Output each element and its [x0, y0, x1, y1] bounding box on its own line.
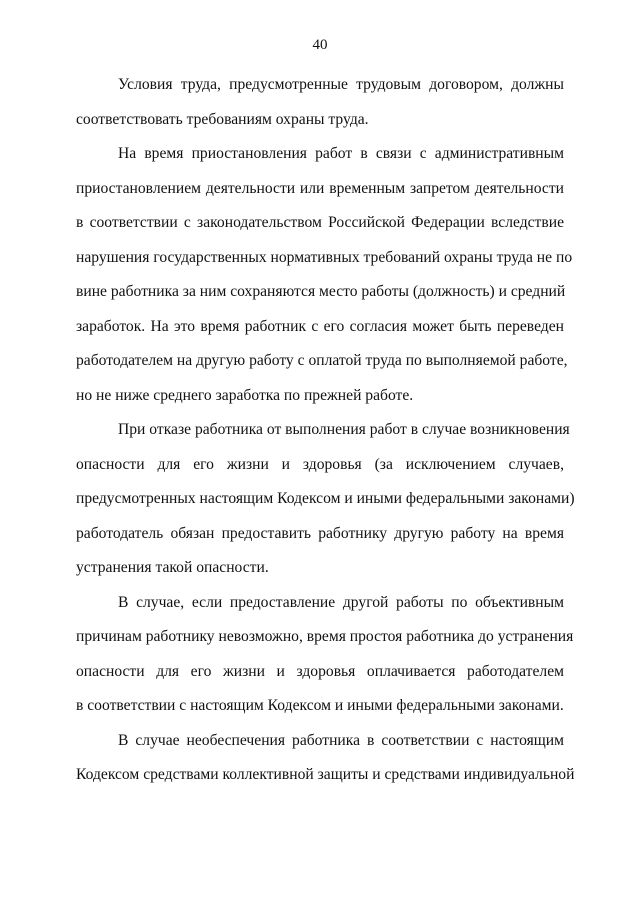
paragraph-2: [76, 137, 573, 413]
text-line: нарушения государственных нормативных требований охраны труда не по: [76, 248, 573, 266]
text-line: В случае, если предоставление другой работы по объективным: [118, 593, 564, 611]
paragraph-1: [76, 68, 564, 137]
text-line: опасности для его жизни и здоровья оплачивается работодателем: [76, 662, 564, 680]
text-line: заработок. На это время работник с его согласия может быть переведен: [76, 317, 564, 335]
text-line: но не ниже среднего заработка по прежней работе.: [76, 386, 414, 404]
page-number: 40: [312, 37, 328, 53]
text-line: работодателем на другую работу с оплатой труда по выполняемой работе,: [76, 352, 568, 369]
text-line: в соответствии с законодательством Российской Федерации вследствие: [76, 214, 564, 231]
text-line: приостановлением деятельности или временным запретом деятельности: [76, 179, 564, 197]
paragraph-3: [76, 413, 575, 586]
text-line: причинам работнику невозможно, время простоя работника до устранения: [76, 628, 574, 645]
paragraph-5: [76, 724, 575, 793]
text-line: вине работника за ним сохраняются место работы (должность) и средний: [76, 283, 566, 300]
text-line: Условия труда, предусмотренные трудовым договором, должны: [118, 76, 564, 93]
text-line: соответствовать требованиям охраны труда.: [76, 110, 369, 128]
text-line: опасности для его жизни и здоровья (за исключением случаев,: [76, 455, 564, 473]
text-line: При отказе работника от выполнения работ в случае возникновения: [118, 421, 570, 438]
text-line: работодатель обязан предоставить работнику другую работу на время: [76, 524, 564, 542]
paragraph-4: [76, 586, 574, 724]
text-line: На время приостановления работ в связи с административным: [118, 145, 564, 162]
text-line: В случае необеспечения работника в соответствии с настоящим: [118, 731, 564, 749]
text-line: в соответствии с настоящим Кодексом и иными федеральными законами.: [76, 697, 564, 714]
text-line: предусмотренных настоящим Кодексом и иными федеральными законами): [76, 490, 575, 507]
body-text: [76, 68, 575, 793]
text-line: устранения такой опасности.: [76, 559, 269, 576]
text-line: Кодексом средствами коллективной защиты и средствами индивидуальной: [76, 766, 575, 783]
